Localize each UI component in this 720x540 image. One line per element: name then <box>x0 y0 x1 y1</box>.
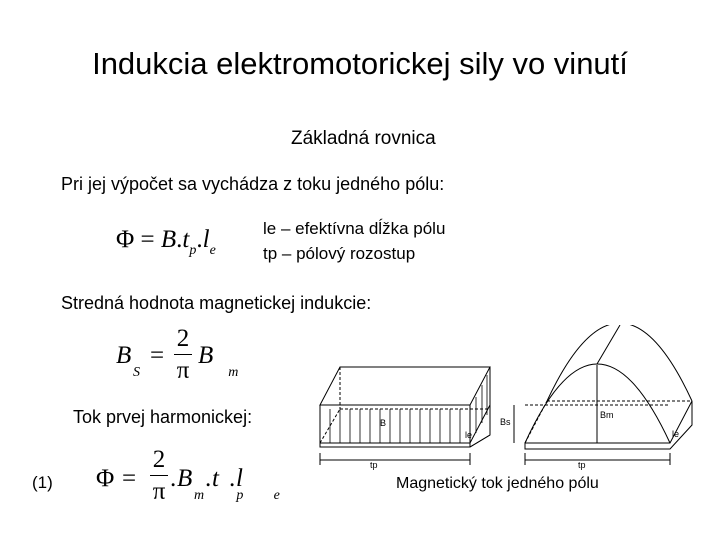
p-subscript: p <box>189 243 197 258</box>
b-symbol: B <box>198 342 214 369</box>
label-tp: tp <box>370 460 378 470</box>
figure-caption: Magnetický tok jedného pólu <box>396 475 599 492</box>
equation-number: (1) <box>32 473 53 492</box>
label-tp: tp <box>578 460 586 470</box>
equals-sign: = <box>150 342 165 369</box>
equals-sign: = <box>122 465 137 492</box>
definition-tp: tp – pólový rozostup <box>263 244 416 263</box>
l-symbol: l <box>202 226 210 253</box>
dot: . <box>229 465 236 492</box>
label-bs: Bs <box>500 417 511 427</box>
fraction-numerator: 2 <box>176 325 190 352</box>
intro-text: Pri jej výpočet sa vychádza z toku jedného pólu: <box>61 174 445 194</box>
t-symbol: t <box>182 226 190 253</box>
pole-flux-figure <box>300 325 700 470</box>
fraction <box>174 326 192 383</box>
b-symbol: B <box>177 465 193 492</box>
definition-le: le – efektívna dĺžka pólu <box>263 219 446 238</box>
equals-sign: = <box>140 226 155 253</box>
b-symbol: B <box>160 226 177 253</box>
slide-title: Indukcia elektromotorickej sily vo vinutí <box>92 46 628 81</box>
fraction-bar <box>174 354 192 355</box>
rectangular-distribution-diagram <box>320 367 490 465</box>
sinusoidal-distribution-diagram <box>514 325 692 465</box>
fraction-denominator: π <box>176 357 190 384</box>
fraction <box>150 447 168 504</box>
fraction-numerator: 2 <box>152 446 166 473</box>
l-symbol: l <box>236 465 243 492</box>
harmonic-text: Tok prvej harmonickej: <box>73 407 253 427</box>
label-b: B <box>380 418 387 428</box>
first-harmonic-equation <box>96 445 280 515</box>
e-subscript: e <box>209 243 216 258</box>
t-symbol: t <box>212 465 219 492</box>
slide-subtitle: Základná rovnica <box>291 128 436 149</box>
phi-symbol: Φ <box>116 226 135 253</box>
label-le: le <box>465 430 473 440</box>
dot: . <box>170 465 177 492</box>
dot: . <box>196 226 203 253</box>
label-bm: Bm <box>600 410 614 420</box>
phi-symbol: Φ <box>96 465 115 492</box>
m-subscript: m <box>194 488 205 503</box>
label-le: le <box>672 429 680 439</box>
s-subscript: S <box>133 365 140 380</box>
mean-value-text: Stredná hodnota magnetickej indukcie: <box>61 293 372 313</box>
flux-equation <box>116 226 216 258</box>
e-subscript: e <box>273 488 280 503</box>
dot: . <box>205 465 212 492</box>
fraction-bar <box>150 475 168 476</box>
dot: . <box>176 226 183 253</box>
b-symbol: B <box>116 342 132 369</box>
m-subscript: m <box>228 365 239 380</box>
p-subscript: p <box>236 488 244 503</box>
fraction-denominator: π <box>152 478 166 505</box>
mean-induction-equation <box>116 325 239 386</box>
